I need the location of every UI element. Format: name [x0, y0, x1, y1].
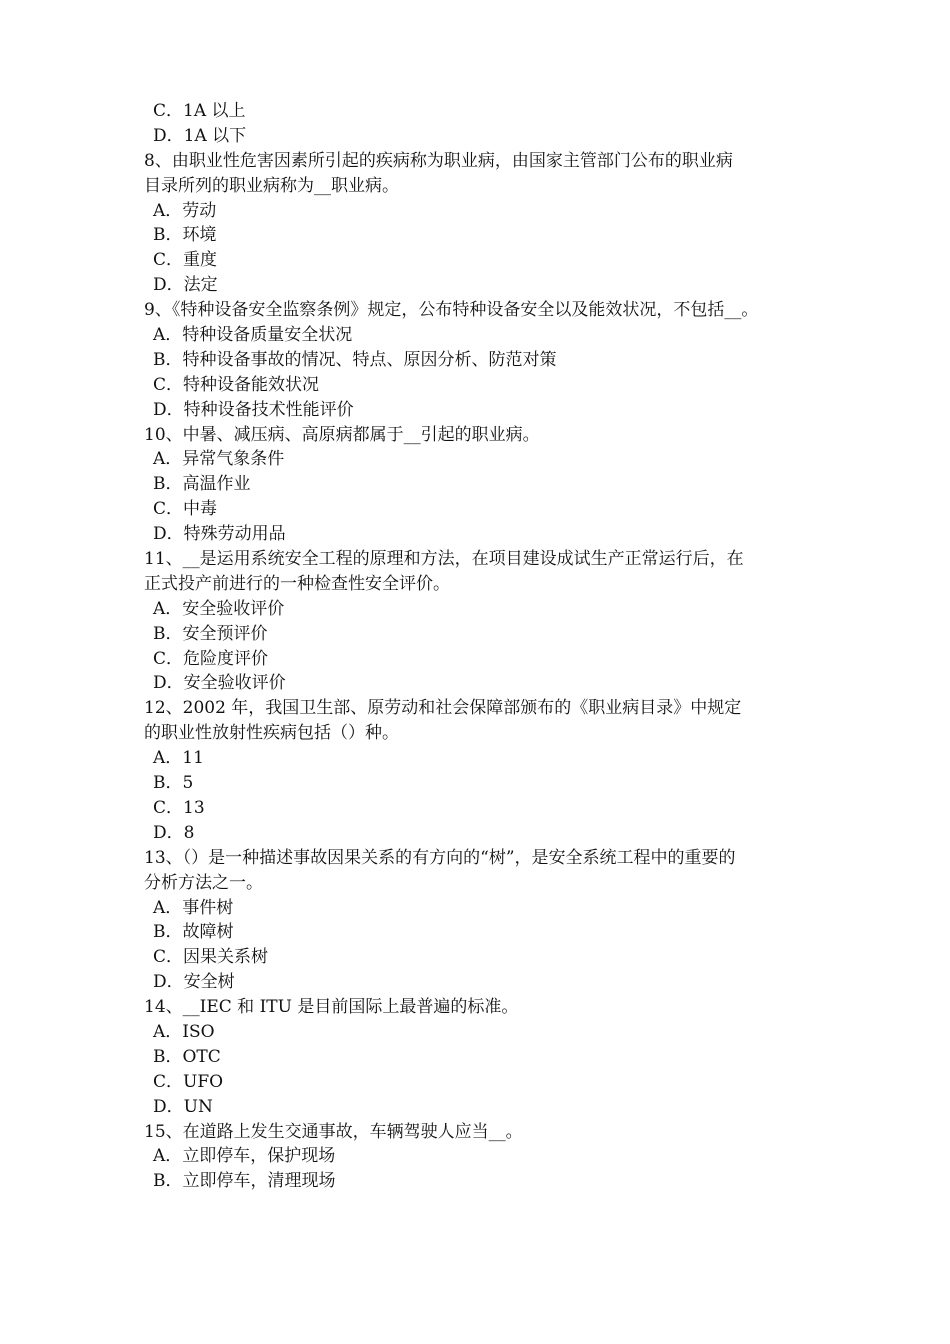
- answer-option-line: B．故障树: [153, 922, 234, 943]
- question-text-line: 9、《特种设备安全监察条例》规定，公布特种设备安全以及能效状况，不包括__。: [144, 300, 759, 321]
- answer-option-line: B．立即停车，清理现场: [153, 1171, 336, 1192]
- answer-option-line: C．特种设备能效状况: [153, 374, 320, 395]
- answer-option-line: D．特殊劳动用品: [153, 524, 286, 545]
- answer-option-line: C．因果关系树: [153, 947, 269, 968]
- answer-option-line: B．特种设备事故的情况、特点、原因分析、防范对策: [153, 349, 557, 370]
- answer-option-line: A．11: [153, 748, 204, 769]
- answer-option-line: B．安全预评价: [153, 623, 268, 644]
- answer-option-line: C．中毒: [153, 499, 218, 520]
- answer-option-line: A．劳动: [153, 200, 217, 221]
- answer-option-line: D．UN: [153, 1096, 213, 1117]
- answer-option-line: A．事件树: [153, 897, 234, 918]
- answer-option-line: C．重度: [153, 250, 218, 271]
- answer-option-line: D．法定: [153, 275, 218, 296]
- answer-option-line: B．OTC: [153, 1046, 221, 1067]
- answer-option-line: A．异常气象条件: [153, 449, 285, 470]
- question-text-line: 15、在道路上发生交通事故，车辆驾驶人应当__。: [144, 1121, 523, 1142]
- exam-question-list: [144, 99, 816, 1194]
- question-text-line: 分析方法之一。: [144, 872, 263, 893]
- question-text-line: 8、由职业性危害因素所引起的疾病称为职业病，由国家主管部门公布的职业病: [144, 150, 733, 171]
- answer-option-line: B．5: [153, 773, 194, 794]
- question-text-line: 11、__是运用系统安全工程的原理和方法，在项目建设成试生产正常运行后，在: [144, 549, 744, 570]
- answer-option-line: C．UFO: [153, 1071, 224, 1092]
- question-text-line: 13、（）是一种描述事故因果关系的有方向的“树”，是安全系统工程中的重要的: [144, 847, 736, 868]
- question-text-line: 的职业性放射性疾病包括（）种。: [144, 723, 399, 744]
- question-text-line: 14、__IEC 和 ITU 是目前国际上最普遍的标准。: [144, 997, 519, 1018]
- answer-option-line: D．安全验收评价: [153, 673, 286, 694]
- question-text-line: 12、2002 年，我国卫生部、原劳动和社会保障部颁布的《职业病目录》中规定: [144, 698, 742, 719]
- answer-option-line: B．环境: [153, 225, 217, 246]
- answer-option-line: A．特种设备质量安全状况: [153, 325, 353, 346]
- answer-option-line: D．8: [153, 822, 195, 843]
- answer-option-line: D．特种设备技术性能评价: [153, 399, 354, 420]
- answer-option-line: C．1A 以上: [153, 101, 246, 121]
- question-text-line: 10、中暑、减压病、高原病都属于__引起的职业病。: [144, 424, 540, 445]
- answer-option-line: A．ISO: [153, 1021, 215, 1042]
- answer-option-line: C．危险度评价: [153, 648, 269, 669]
- question-text-line: 正式投产前进行的一种检查性安全评价。: [144, 573, 450, 594]
- answer-option-line: D．安全树: [153, 972, 235, 993]
- answer-option-line: B．高温作业: [153, 474, 251, 495]
- answer-option-line: A．安全验收评价: [153, 598, 285, 619]
- question-text-line: 目录所列的职业病称为__职业病。: [144, 175, 399, 196]
- answer-option-line: C．13: [153, 797, 205, 818]
- answer-option-line: D．1A 以下: [153, 125, 247, 146]
- answer-option-line: A．立即停车，保护现场: [153, 1146, 336, 1167]
